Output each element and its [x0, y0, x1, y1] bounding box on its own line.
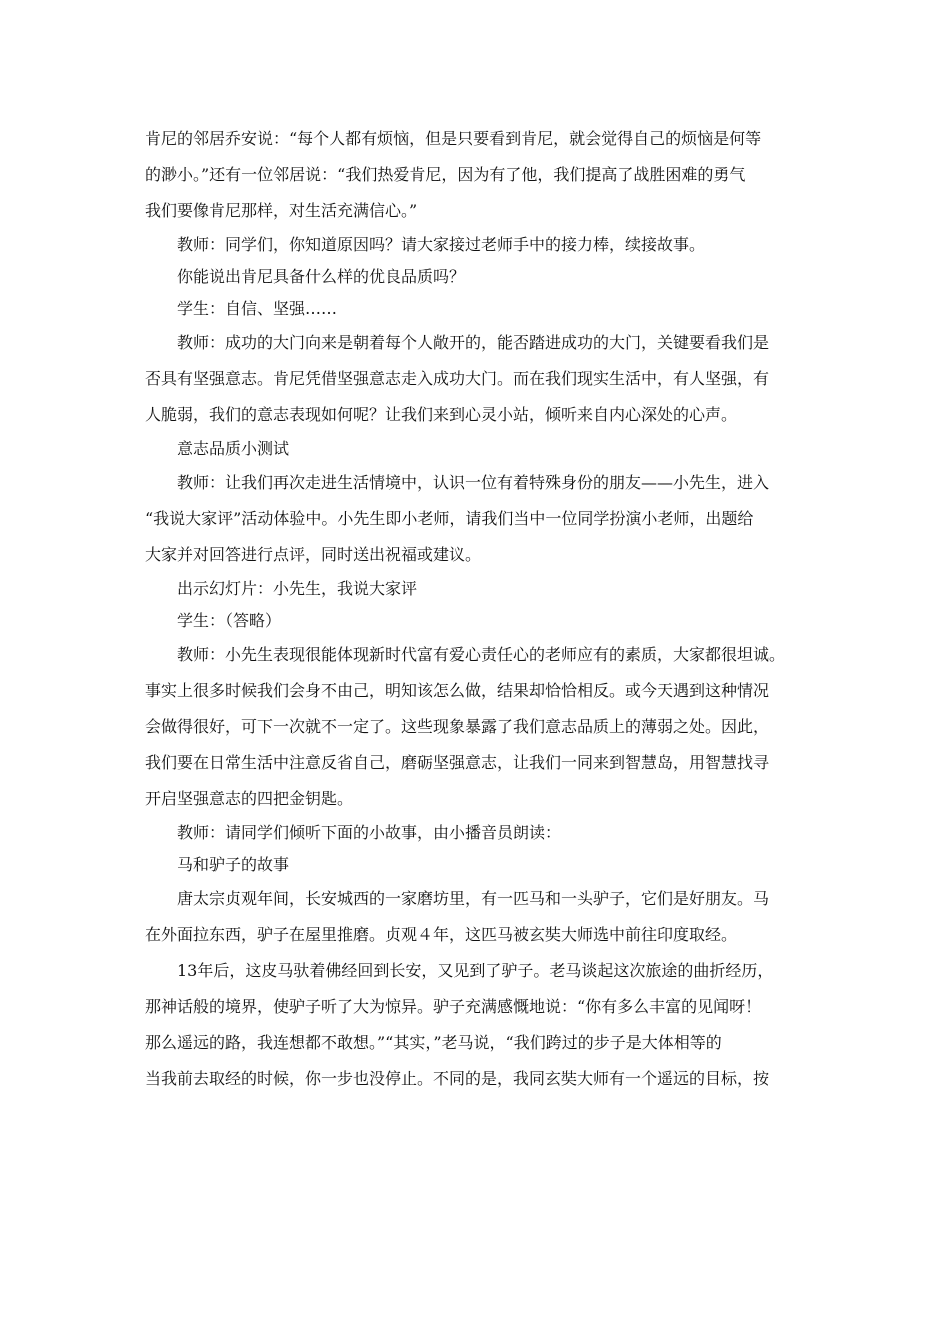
text-line: 马和驴子的故事 [177, 855, 290, 874]
document-body [145, 121, 825, 1097]
paragraph [145, 953, 825, 1097]
text-line: 我们要像肯尼那样，对生活充满信心。” [145, 201, 418, 220]
text-line: 学生：（答略） [177, 611, 282, 630]
text-line: 你能说出肯尼具备什么样的优良品质吗？ [177, 267, 466, 286]
paragraph [145, 325, 825, 433]
text-line: 大家并对回答进行点评，同时送出祝福或建议。 [145, 545, 482, 564]
text-line: 我们要在日常生活中注意反省自己，磨砺坚强意志，让我们一同来到智慧岛，用智慧找寻 [145, 753, 770, 772]
paragraph [145, 229, 825, 261]
text-line: 意志品质小测试 [177, 439, 290, 458]
text-line: 那么遥远的路，我连想都不敢想。”“其实，”老马说，“我们跨过的步子是大体相等的 [145, 1033, 722, 1052]
text-line: 的渺小。”还有一位邻居说：“我们热爱肯尼，因为有了他，我们提高了战胜困难的勇气 [145, 165, 746, 184]
text-line: 教师：让我们再次走进生活情境中，认识一位有着特殊身份的朋友——小先生，进入 [145, 473, 770, 492]
paragraph [145, 261, 825, 293]
paragraph [145, 849, 825, 881]
text-line: 唐太宗贞观年间，长安城西的一家磨坊里，有一匹马和一头驴子，它们是好朋友。马 [145, 889, 770, 908]
paragraph [145, 605, 825, 637]
text-line: 教师：成功的大门向来是朝着每个人敞开的，能否踏进成功的大门，关键要看我们是 [145, 333, 770, 352]
paragraph [145, 573, 825, 605]
paragraph [145, 121, 825, 229]
text-line: 肯尼的邻居乔安说：“每个人都有烦恼，但是只要看到肯尼，就会觉得自己的烦恼是何等 [145, 129, 762, 148]
text-line: 否具有坚强意志。肯尼凭借坚强意志走入成功大门。而在我们现实生活中，有人坚强，有 [145, 369, 770, 388]
text-line: 13年后，这皮马驮着佛经回到长安，又见到了驴子。老马谈起这次旅途的曲折经历， [145, 961, 774, 980]
paragraph [145, 293, 825, 325]
paragraph [145, 433, 825, 465]
text-line: 会做得很好，可下一次就不一定了。这些现象暴露了我们意志品质上的薄弱之处。因此， [145, 717, 770, 736]
text-line: 教师：小先生表现很能体现新时代富有爱心责任心的老师应有的素质，大家都很坦诚。 [145, 645, 786, 664]
text-line: 出示幻灯片：小先生，我说大家评 [177, 579, 418, 598]
paragraph [145, 637, 825, 817]
text-line: 那神话般的境界，使驴子听了大为惊异。驴子充满感慨地说：“你有多么丰富的见闻呀！ [145, 997, 762, 1016]
text-line: 教师：请同学们倾听下面的小故事，由小播音员朗读： [177, 823, 562, 842]
text-line: 事实上很多时候我们会身不由己，明知该怎么做，结果却恰恰相反。或今天遇到这种情况 [145, 681, 770, 700]
text-line: 人脆弱，我们的意志表现如何呢？让我们来到心灵小站，倾听来自内心深处的心声。 [145, 405, 738, 424]
paragraph [145, 817, 825, 849]
text-line: 教师：同学们，你知道原因吗？请大家接过老师手中的接力棒，续接故事。 [177, 235, 706, 254]
text-line: “我说大家评”活动体验中。小先生即小老师，请我们当中一位同学扮演小老师，出题给 [145, 509, 754, 528]
paragraph [145, 881, 825, 953]
text-line: 开启坚强意志的四把金钥匙。 [145, 789, 354, 808]
paragraph [145, 465, 825, 573]
text-line: 在外面拉东西，驴子在屋里推磨。贞观４年，这匹马被玄奘大师选中前往印度取经。 [145, 925, 738, 944]
text-line: 当我前去取经的时候，你一步也没停止。不同的是，我同玄奘大师有一个遥远的目标，按 [145, 1069, 770, 1088]
text-line: 学生：自信、坚强…… [177, 299, 338, 318]
